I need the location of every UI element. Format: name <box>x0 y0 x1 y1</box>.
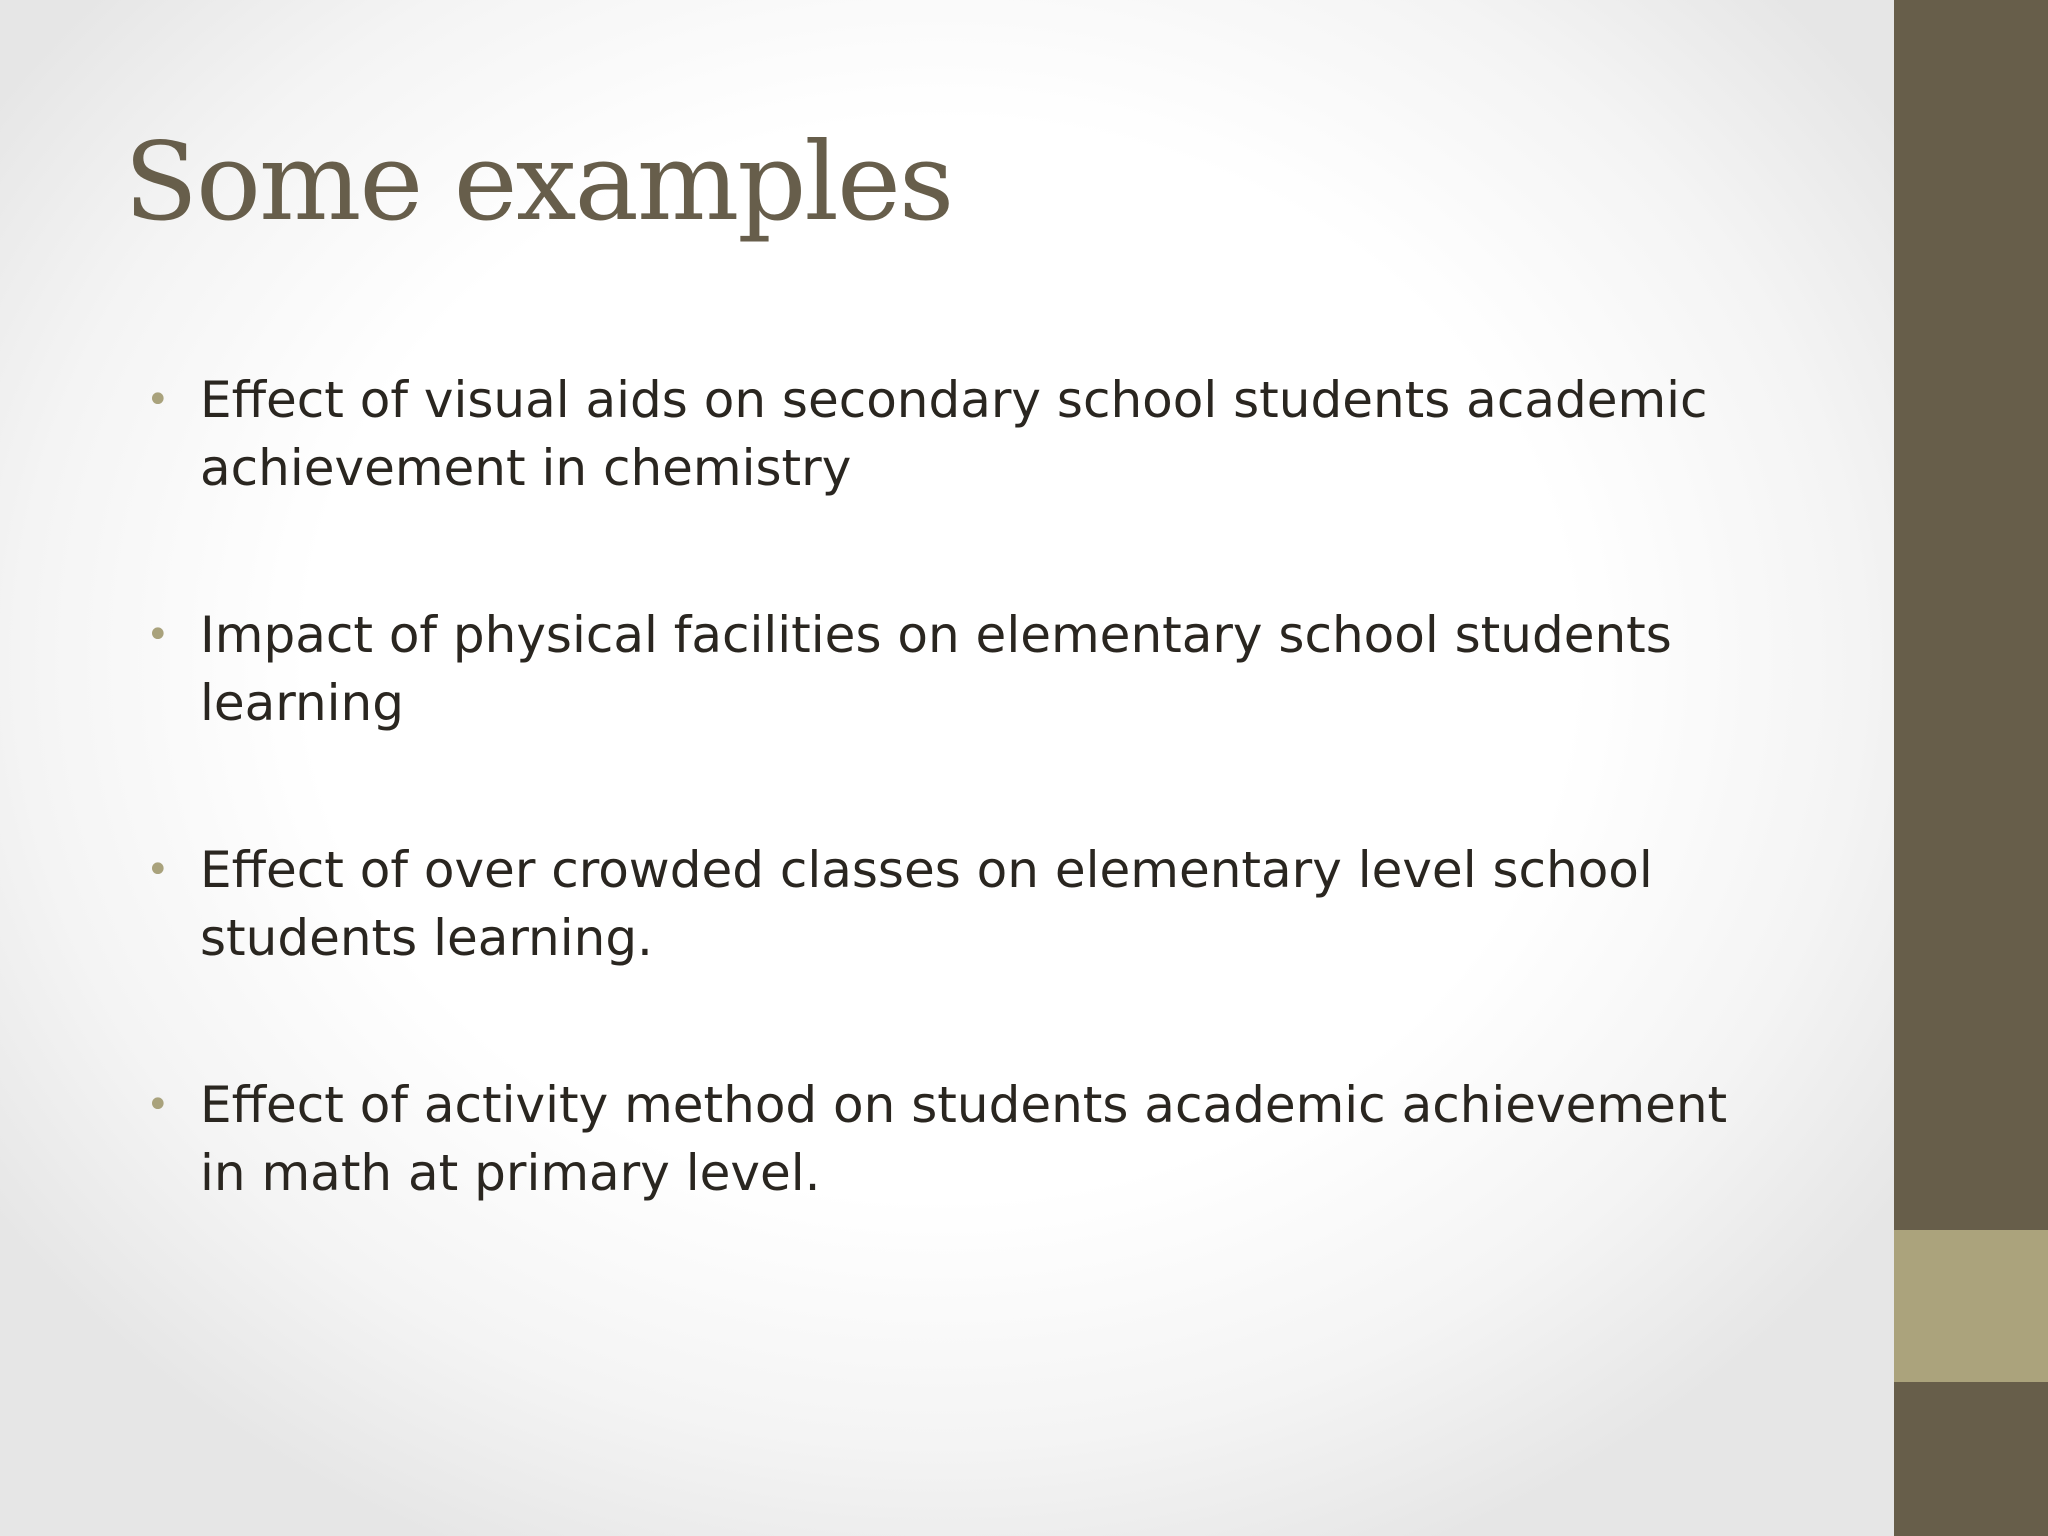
bullet-text: Effect of activity method on students academic achievement in math at primary level. <box>200 1076 1728 1202</box>
bullet-icon: • <box>146 1082 170 1128</box>
bullet-icon: • <box>146 377 170 423</box>
list-item <box>146 366 1766 502</box>
list-item <box>146 1071 1766 1207</box>
decorative-sidebar <box>1894 0 2048 1536</box>
slide-title: Some examples <box>124 120 953 245</box>
bullet-text: Effect of visual aids on secondary school students academic achievement in chemistry <box>200 371 1708 497</box>
bullet-text: Impact of physical facilities on elementary school students learning <box>200 606 1672 732</box>
bullet-icon: • <box>146 847 170 893</box>
bullet-icon: • <box>146 612 170 658</box>
bullet-text: Effect of over crowded classes on elementary level school students learning. <box>200 841 1653 967</box>
list-item <box>146 601 1766 737</box>
bullet-list <box>146 366 1766 1306</box>
list-item <box>146 836 1766 972</box>
sidebar-accent-block <box>1894 1230 2048 1382</box>
